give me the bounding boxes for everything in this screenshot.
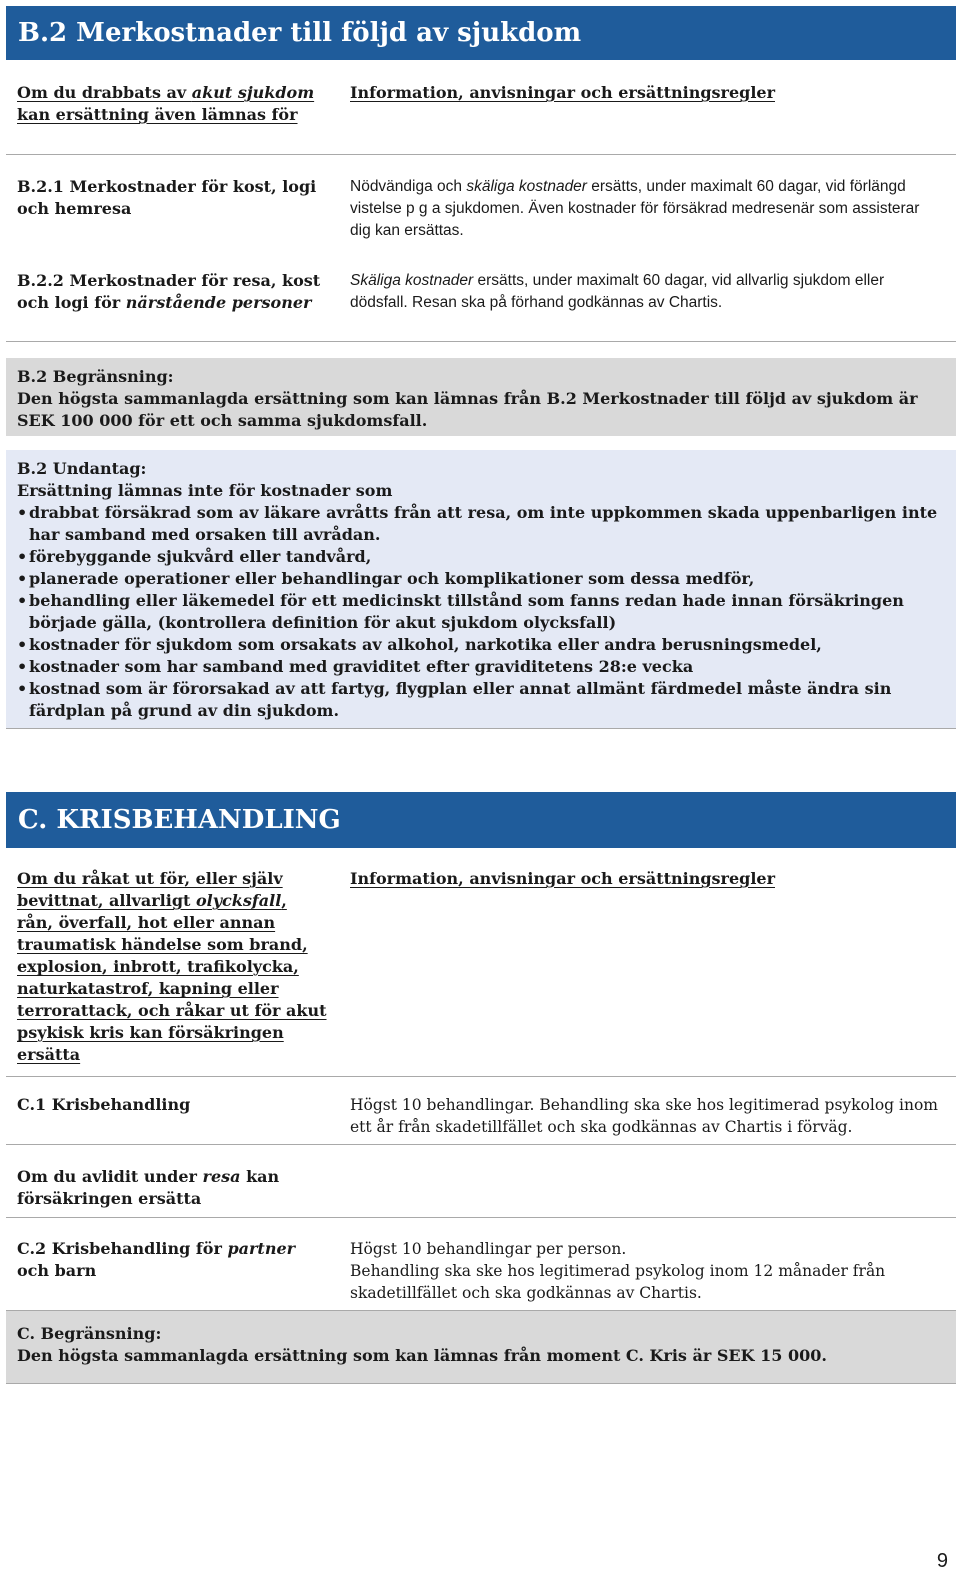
section-c-title: C. KRISBEHANDLING	[18, 805, 341, 835]
b21-text	[350, 176, 940, 242]
b21-text-part: Nödvändiga och	[350, 178, 467, 195]
c-limitation-text: Den högsta sammanlagda ersättning som kan lämnas från moment C. Kris är SEK 15 000.	[17, 1346, 827, 1365]
divider	[6, 728, 956, 729]
b22-label	[17, 270, 327, 314]
section-b-intro-left	[17, 82, 327, 126]
list-item: • behandling eller läkemedel för ett medicinskt tillstånd som fanns redan hade innan försäkringen började gälla, (kontrollera definition för akut sjukdom olycksfall)	[17, 590, 945, 634]
list-item: • planerade operationer eller behandlingar och komplikationer som dessa medför,	[17, 568, 945, 590]
section-b-intro-right: Information, anvisningar och ersättningsregler	[350, 83, 775, 102]
intro-emphasis: olycksfall	[195, 891, 282, 910]
divider	[6, 341, 956, 342]
b2-limitation-box	[6, 358, 956, 436]
section-c-intro-right: Information, anvisningar och ersättningsregler	[350, 869, 775, 888]
death-intro-part: kan försäkringen ersätta	[17, 1167, 280, 1208]
section-b-title: B.2 Merkostnader till följd av sjukdom	[18, 18, 582, 48]
list-item: • drabbat försäkrad som av läkare avråtts från att resa, om inte uppkommen skada uppenbarligen inte har samband med orsaken till avrådan.	[17, 502, 945, 546]
c2-label-part: C.2 Krisbehandling för	[17, 1239, 228, 1258]
section-c-header	[6, 792, 956, 848]
intro-text: Om du drabbats av	[17, 83, 192, 102]
c-death-intro	[17, 1166, 327, 1210]
list-item: • kostnader som har samband med graviditet efter graviditetens 28:e vecka	[17, 656, 945, 678]
death-intro-emphasis: resa	[202, 1167, 241, 1186]
b21-label: B.2.1 Merkostnader för kost, logi och hemresa	[17, 177, 317, 218]
b21-text-emphasis: skäliga kostnader	[466, 178, 587, 195]
b21-text-part: ersätts, under maximalt 60 dagar, vid förlängd vistelse p g a sjukdomen. Även kostnader för försäkrad medresenär som assisterar dig kan ersättas.	[350, 178, 920, 239]
intro-text: kan ersättning även lämnas för	[17, 105, 298, 124]
list-item: • förebyggande sjukvård eller tandvård,	[17, 546, 945, 568]
b2-exceptions-box	[6, 450, 956, 728]
divider	[6, 1383, 956, 1384]
list-item: • kostnad som är förorsakad av att fartyg, flygplan eller annat allmänt färdmedel måste ändra sin färdplan på grund av din sjukdom.	[17, 678, 945, 722]
c1-text: Högst 10 behandlingar. Behandling ska ske hos legitimerad psykolog inom ett år från skadetillfället och ska godkännas av Chartis i förväg.	[350, 1096, 939, 1136]
intro-emphasis: akut sjukdom	[191, 83, 315, 102]
b2-limitation-text: Den högsta sammanlagda ersättning som kan lämnas från B.2 Merkostnader till följd av sjukdom är SEK 100 000 för ett och samma sjukdomsfall.	[17, 389, 918, 430]
c2-label	[17, 1238, 327, 1282]
page-number: 9	[936, 1550, 948, 1572]
b22-label-emphasis: närstående personer	[125, 293, 312, 312]
c2-label-emphasis: partner	[227, 1239, 296, 1258]
c-limitation-box	[6, 1311, 956, 1383]
c2-text-line: Behandling ska ske hos legitimerad psykolog inom 12 månader från skadetillfället och ska godkännas av Chartis.	[350, 1262, 886, 1302]
b2-exceptions-list	[17, 502, 945, 722]
b22-text-emphasis: Skäliga kostnader	[350, 272, 474, 289]
c2-text-line: Högst 10 behandlingar per person.	[350, 1240, 627, 1258]
c2-text	[350, 1238, 940, 1304]
intro-text: , rån, överfall, hot eller annan traumatisk händelse som brand, explosion, inbrott, trafikolycka, naturkatastrof, kapning eller terrorattack, och råkar ut för akut psykisk kris kan försäkringen ersätta	[17, 891, 327, 1064]
divider	[6, 1144, 956, 1145]
b22-label-part: B.2.2 Merkostnader för resa, kost och logi för	[17, 271, 321, 312]
section-b-header	[6, 6, 956, 60]
c1-label: C.1 Krisbehandling	[17, 1095, 191, 1114]
section-c-intro-left	[17, 868, 327, 1066]
death-intro-part: Om du avlidit under	[17, 1167, 203, 1186]
divider	[6, 1217, 956, 1218]
b2-exceptions-intro: Ersättning lämnas inte för kostnader som	[17, 481, 393, 500]
b2-exceptions-title: B.2 Undantag:	[17, 459, 147, 478]
list-item: • kostnader för sjukdom som orsakats av alkohol, narkotika eller andra berusningsmedel,	[17, 634, 945, 656]
c-limitation-title: C. Begränsning:	[17, 1324, 162, 1343]
intro-text: Om du råkat ut för, eller själv bevittnat, allvarligt	[17, 869, 283, 910]
b2-limitation-title: B.2 Begränsning:	[17, 367, 174, 386]
divider	[6, 154, 956, 155]
divider	[6, 1076, 956, 1077]
b22-text	[350, 270, 940, 314]
b22-text-part: ersätts, under maximalt 60 dagar, vid allvarlig sjukdom eller dödsfall. Resan ska på förhand godkännas av Chartis.	[350, 272, 885, 311]
c2-label-part: och barn	[17, 1261, 97, 1280]
